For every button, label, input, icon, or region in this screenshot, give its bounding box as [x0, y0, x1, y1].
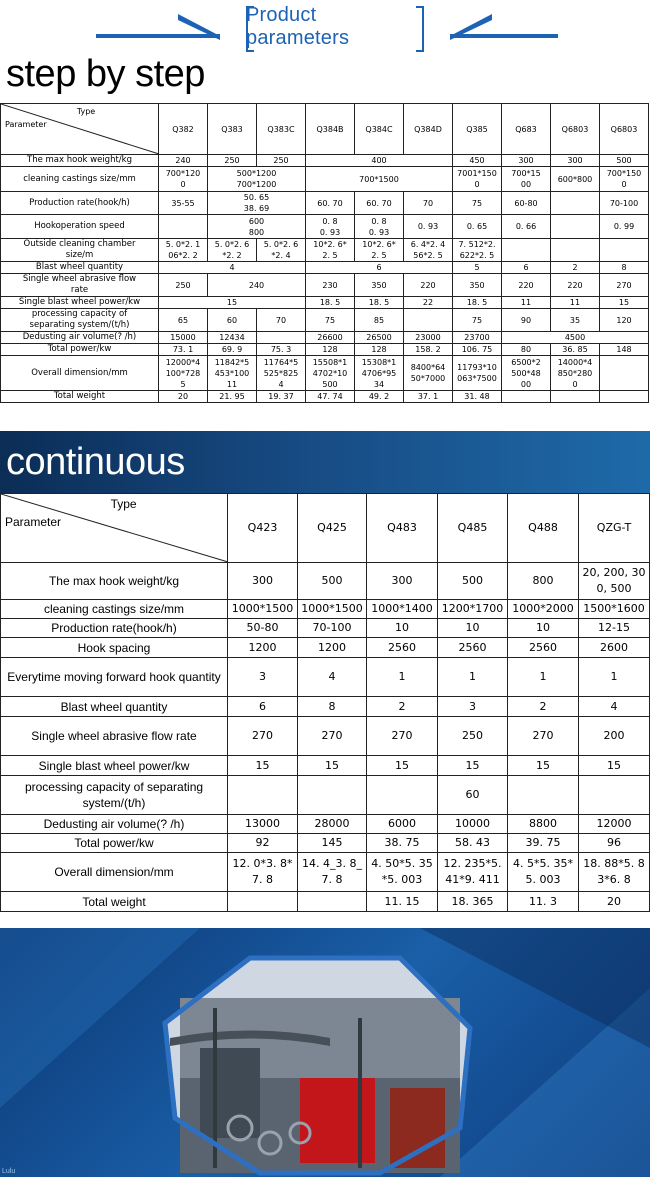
value-cell: 15 — [298, 756, 367, 776]
value-cell: 220 — [404, 274, 453, 297]
value-cell: 4 — [159, 262, 306, 274]
value-cell: 10*2. 6* 2. 5 — [355, 239, 404, 262]
header-type-label: Type — [76, 107, 96, 116]
value-cell: 6 — [502, 262, 551, 274]
value-cell: 2 — [508, 697, 579, 717]
value-cell: 230 — [306, 274, 355, 297]
model-header-0: Q423 — [228, 494, 298, 563]
value-cell: 69. 9 — [208, 344, 257, 356]
parameter-label: cleaning castings size/mm — [1, 600, 228, 619]
value-cell: 1 — [508, 658, 579, 697]
value-cell: 2560 — [508, 638, 579, 658]
value-cell: 70-100 — [298, 619, 367, 638]
parameter-label: The max hook weight/kg — [1, 155, 159, 167]
table-row — [1, 658, 650, 697]
table-row — [1, 274, 649, 297]
value-cell: 10 — [367, 619, 438, 638]
value-cell — [600, 356, 649, 391]
value-cell: 15 — [600, 297, 649, 309]
value-cell — [257, 332, 306, 344]
model-header-4: Q488 — [508, 494, 579, 563]
value-cell: 700*1500 — [306, 167, 453, 192]
value-cell: 10*2. 6* 2. 5 — [306, 239, 355, 262]
table-row — [1, 776, 650, 815]
parameter-label: Single wheel abrasive flow rate — [1, 717, 228, 756]
value-cell — [298, 892, 367, 912]
value-cell: 1000*1400 — [367, 600, 438, 619]
section-heading-continuous: continuous — [6, 441, 185, 483]
value-cell — [600, 391, 649, 403]
value-cell: 35 — [551, 309, 600, 332]
value-cell: 7. 512*2. 622*2. 5 — [453, 239, 502, 262]
value-cell: 23000 — [404, 332, 453, 344]
parameter-label: Hookoperation speed — [1, 215, 159, 239]
table-row — [1, 215, 649, 239]
table-row — [1, 619, 650, 638]
photo-footer-text: Lulu — [2, 1168, 16, 1175]
value-cell: 600 800 — [208, 215, 306, 239]
value-cell: 0. 93 — [404, 215, 453, 239]
value-cell: 4. 50*5. 35 *5. 003 — [367, 853, 438, 892]
value-cell: 15000 — [159, 332, 208, 344]
value-cell: 18. 5 — [306, 297, 355, 309]
table-row — [1, 756, 650, 776]
table-row — [1, 717, 650, 756]
header-parameter-label: Parameter — [5, 515, 62, 530]
value-cell: 220 — [502, 274, 551, 297]
value-cell: 2 — [367, 697, 438, 717]
value-cell: 11793*10 063*7500 — [453, 356, 502, 391]
value-cell: 73. 1 — [159, 344, 208, 356]
table-row — [1, 600, 650, 619]
value-cell: 1500*1600 — [579, 600, 650, 619]
value-cell: 23700 — [453, 332, 502, 344]
model-header-9: Q6803 — [600, 104, 649, 155]
value-cell: 50. 65 38. 69 — [208, 192, 306, 215]
value-cell: 0. 65 — [453, 215, 502, 239]
value-cell: 240 — [159, 155, 208, 167]
table-row — [1, 332, 649, 344]
table-row — [1, 815, 650, 834]
model-header-6: Q385 — [453, 104, 502, 155]
table-row — [1, 356, 649, 391]
value-cell: 350 — [453, 274, 502, 297]
value-cell — [551, 391, 600, 403]
value-cell: 36. 85 — [551, 344, 600, 356]
value-cell: 12. 0*3. 8* 7. 8 — [228, 853, 298, 892]
value-cell — [298, 776, 367, 815]
table-row — [1, 192, 649, 215]
model-header-2: Q383C — [257, 104, 306, 155]
parameter-label: processing capacity of separating system/(t/h) — [1, 309, 159, 332]
value-cell: 47. 74 — [306, 391, 355, 403]
value-cell: 200 — [579, 717, 650, 756]
value-cell: 6000 — [367, 815, 438, 834]
type-parameter-header — [1, 494, 228, 563]
value-cell: 15 — [438, 756, 508, 776]
value-cell: 5. 0*2. 1 06*2. 2 — [159, 239, 208, 262]
value-cell: 49. 2 — [355, 391, 404, 403]
product-photo-panel — [0, 928, 650, 1177]
value-cell: 60 — [208, 309, 257, 332]
value-cell: 22 — [404, 297, 453, 309]
parameter-label: processing capacity of separating system/(t/h) — [1, 776, 228, 815]
value-cell: 8 — [298, 697, 367, 717]
value-cell — [502, 391, 551, 403]
value-cell: 38. 75 — [367, 834, 438, 853]
parameter-label: Dedusting air volume(? /h) — [1, 332, 159, 344]
header-row — [1, 104, 649, 155]
value-cell — [367, 776, 438, 815]
table-row — [1, 309, 649, 332]
value-cell: 1200 — [298, 638, 367, 658]
type-parameter-header — [1, 104, 159, 155]
model-header-3: Q384B — [306, 104, 355, 155]
value-cell: 700*15 00 — [502, 167, 551, 192]
value-cell: 96 — [579, 834, 650, 853]
value-cell: 240 — [208, 274, 306, 297]
model-header-3: Q485 — [438, 494, 508, 563]
value-cell: 4 — [298, 658, 367, 697]
value-cell: 0. 99 — [600, 215, 649, 239]
value-cell — [159, 215, 208, 239]
model-header-7: Q683 — [502, 104, 551, 155]
value-cell: 500 — [438, 563, 508, 600]
value-cell: 11842*5 453*100 11 — [208, 356, 257, 391]
table-row — [1, 638, 650, 658]
value-cell: 75 — [453, 192, 502, 215]
table-row — [1, 834, 650, 853]
value-cell: 26500 — [355, 332, 404, 344]
value-cell: 1000*2000 — [508, 600, 579, 619]
value-cell: 600*800 — [551, 167, 600, 192]
value-cell: 120 — [600, 309, 649, 332]
value-cell: 220 — [551, 274, 600, 297]
value-cell: 0. 8 0. 93 — [355, 215, 404, 239]
parameter-label: cleaning castings size/mm — [1, 167, 159, 192]
model-header-1: Q425 — [298, 494, 367, 563]
value-cell — [600, 239, 649, 262]
table-row — [1, 853, 650, 892]
value-cell: 15 — [159, 297, 306, 309]
value-cell: 15 — [579, 756, 650, 776]
value-cell: 11. 3 — [508, 892, 579, 912]
value-cell: 145 — [298, 834, 367, 853]
value-cell: 350 — [355, 274, 404, 297]
table-row — [1, 892, 650, 912]
red-blast-chamber — [300, 1078, 375, 1163]
value-cell: 20 — [159, 391, 208, 403]
parameter-label: Production rate(hook/h) — [1, 192, 159, 215]
value-cell: 50-80 — [228, 619, 298, 638]
value-cell: 70-100 — [600, 192, 649, 215]
value-cell: 5 — [453, 262, 502, 274]
parameter-label: Single wheel abrasive flow rate — [1, 274, 159, 297]
value-cell: 35-55 — [159, 192, 208, 215]
continuous-heading-bar — [0, 431, 650, 493]
value-cell: 1 — [367, 658, 438, 697]
section-heading-step-by-step: step by step — [6, 53, 205, 95]
parameter-label: Single blast wheel power/kw — [1, 756, 228, 776]
value-cell: 15308*1 4706*95 34 — [355, 356, 404, 391]
value-cell: 12-15 — [579, 619, 650, 638]
value-cell: 500 — [298, 563, 367, 600]
value-cell: 26600 — [306, 332, 355, 344]
value-cell: 58. 43 — [438, 834, 508, 853]
value-cell: 128 — [355, 344, 404, 356]
value-cell: 1000*1500 — [228, 600, 298, 619]
value-cell: 2600 — [579, 638, 650, 658]
value-cell: 31. 48 — [453, 391, 502, 403]
table-row — [1, 344, 649, 356]
parameter-label: Overall dimension/mm — [1, 356, 159, 391]
value-cell: 2560 — [367, 638, 438, 658]
value-cell: 85 — [355, 309, 404, 332]
value-cell: 250 — [208, 155, 257, 167]
value-cell: 12000*4 100*728 5 — [159, 356, 208, 391]
value-cell: 18. 365 — [438, 892, 508, 912]
value-cell: 250 — [438, 717, 508, 756]
value-cell: 450 — [453, 155, 502, 167]
value-cell: 250 — [257, 155, 306, 167]
table-row — [1, 697, 650, 717]
value-cell: 28000 — [298, 815, 367, 834]
continuous-table — [0, 493, 650, 912]
value-cell: 270 — [508, 717, 579, 756]
value-cell: 65 — [159, 309, 208, 332]
value-cell: 60. 70 — [306, 192, 355, 215]
value-cell: 500 — [600, 155, 649, 167]
value-cell: 6500*2 500*48 00 — [502, 356, 551, 391]
banner-title: Product parameters — [246, 4, 350, 49]
table-row — [1, 297, 649, 309]
parameter-label: Total weight — [1, 391, 159, 403]
step-by-step-table — [0, 103, 649, 403]
model-header-0: Q382 — [159, 104, 208, 155]
value-cell — [551, 192, 600, 215]
value-cell: 300 — [228, 563, 298, 600]
value-cell: 270 — [600, 274, 649, 297]
product-parameters-banner — [0, 0, 650, 56]
value-cell: 15508*1 4702*10 500 — [306, 356, 355, 391]
parameter-label: Total power/kw — [1, 344, 159, 356]
value-cell — [228, 892, 298, 912]
value-cell: 4500 — [502, 332, 649, 344]
decorative-background — [0, 928, 650, 1177]
value-cell: 60-80 — [502, 192, 551, 215]
table-row — [1, 155, 649, 167]
value-cell: 8800 — [508, 815, 579, 834]
value-cell: 800 — [508, 563, 579, 600]
parameter-label: Production rate(hook/h) — [1, 619, 228, 638]
header-parameter-label: Parameter — [5, 120, 47, 129]
value-cell: 1000*1500 — [298, 600, 367, 619]
parameter-label: Everytime moving forward hook quantity — [1, 658, 228, 697]
value-cell: 128 — [306, 344, 355, 356]
value-cell: 6 — [306, 262, 453, 274]
value-cell: 21. 95 — [208, 391, 257, 403]
table-row — [1, 262, 649, 274]
table-row — [1, 167, 649, 192]
value-cell: 18. 88*5. 8 3*6. 8 — [579, 853, 650, 892]
value-cell: 270 — [228, 717, 298, 756]
value-cell: 148 — [600, 344, 649, 356]
value-cell: 10 — [508, 619, 579, 638]
parameter-label: Single blast wheel power/kw — [1, 297, 159, 309]
value-cell — [508, 776, 579, 815]
value-cell — [404, 309, 453, 332]
value-cell: 11764*5 525*825 4 — [257, 356, 306, 391]
value-cell — [579, 776, 650, 815]
value-cell: 2 — [551, 262, 600, 274]
value-cell: 19. 37 — [257, 391, 306, 403]
value-cell: 158. 2 — [404, 344, 453, 356]
value-cell: 15 — [367, 756, 438, 776]
value-cell: 4 — [579, 697, 650, 717]
value-cell: 12434 — [208, 332, 257, 344]
value-cell: 270 — [367, 717, 438, 756]
value-cell: 6. 4*2. 4 56*2. 5 — [404, 239, 453, 262]
value-cell: 90 — [502, 309, 551, 332]
value-cell: 20, 200, 30 0, 500 — [579, 563, 650, 600]
value-cell: 80 — [502, 344, 551, 356]
value-cell — [502, 239, 551, 262]
parameter-label: Blast wheel quantity — [1, 697, 228, 717]
value-cell: 8400*64 50*7000 — [404, 356, 453, 391]
value-cell: 270 — [298, 717, 367, 756]
model-header-2: Q483 — [367, 494, 438, 563]
value-cell — [551, 215, 600, 239]
table-row — [1, 391, 649, 403]
value-cell: 20 — [579, 892, 650, 912]
value-cell: 106. 75 — [453, 344, 502, 356]
table-row — [1, 239, 649, 262]
value-cell: 6 — [228, 697, 298, 717]
value-cell: 75 — [306, 309, 355, 332]
parameter-label: Hook spacing — [1, 638, 228, 658]
value-cell: 13000 — [228, 815, 298, 834]
value-cell: 60. 70 — [355, 192, 404, 215]
parameter-label: Outside cleaning chamber size/m — [1, 239, 159, 262]
left-line-decoration — [96, 34, 220, 40]
parameter-label: Dedusting air volume(? /h) — [1, 815, 228, 834]
model-header-8: Q6803 — [551, 104, 600, 155]
value-cell: 1 — [438, 658, 508, 697]
value-cell: 60 — [438, 776, 508, 815]
value-cell: 7001*150 0 — [453, 167, 502, 192]
value-cell: 400 — [306, 155, 453, 167]
header-type-label: Type — [110, 497, 137, 511]
model-header-5: QZG-T — [579, 494, 650, 563]
value-cell: 8 — [600, 262, 649, 274]
header-row — [1, 494, 650, 563]
value-cell: 1200*1700 — [438, 600, 508, 619]
value-cell: 14000*4 850*280 0 — [551, 356, 600, 391]
value-cell: 2560 — [438, 638, 508, 658]
value-cell: 10 — [438, 619, 508, 638]
value-cell: 300 — [551, 155, 600, 167]
value-cell: 1 — [579, 658, 650, 697]
value-cell: 11 — [502, 297, 551, 309]
value-cell: 15 — [508, 756, 579, 776]
value-cell: 300 — [502, 155, 551, 167]
value-cell: 14. 4_3. 8_ 7. 8 — [298, 853, 367, 892]
value-cell: 250 — [159, 274, 208, 297]
value-cell: 70 — [257, 309, 306, 332]
value-cell: 39. 75 — [508, 834, 579, 853]
machine-photo — [170, 998, 460, 1173]
value-cell: 70 — [404, 192, 453, 215]
value-cell: 18. 5 — [453, 297, 502, 309]
model-header-5: Q384D — [404, 104, 453, 155]
parameter-label: Total power/kw — [1, 834, 228, 853]
value-cell: 700*120 0 — [159, 167, 208, 192]
parameter-label: The max hook weight/kg — [1, 563, 228, 600]
value-cell: 12. 235*5. 41*9. 411 — [438, 853, 508, 892]
value-cell: 11 — [551, 297, 600, 309]
value-cell: 5. 0*2. 6 *2. 4 — [257, 239, 306, 262]
value-cell: 5. 0*2. 6 *2. 2 — [208, 239, 257, 262]
value-cell: 4. 5*5. 35* 5. 003 — [508, 853, 579, 892]
value-cell: 3 — [438, 697, 508, 717]
value-cell: 3 — [228, 658, 298, 697]
value-cell: 300 — [367, 563, 438, 600]
value-cell: 500*1200 700*1200 — [208, 167, 306, 192]
value-cell: 75 — [453, 309, 502, 332]
value-cell: 0. 66 — [502, 215, 551, 239]
value-cell: 92 — [228, 834, 298, 853]
model-header-4: Q384C — [355, 104, 404, 155]
parameter-label: Overall dimension/mm — [1, 853, 228, 892]
right-line-decoration — [450, 34, 558, 40]
value-cell — [228, 776, 298, 815]
value-cell: 11. 15 — [367, 892, 438, 912]
value-cell: 10000 — [438, 815, 508, 834]
value-cell: 18. 5 — [355, 297, 404, 309]
value-cell: 700*150 0 — [600, 167, 649, 192]
table-row — [1, 563, 650, 600]
value-cell: 15 — [228, 756, 298, 776]
value-cell: 12000 — [579, 815, 650, 834]
value-cell: 0. 8 0. 93 — [306, 215, 355, 239]
parameter-label: Blast wheel quantity — [1, 262, 159, 274]
parameter-label: Total weight — [1, 892, 228, 912]
value-cell — [551, 239, 600, 262]
value-cell: 37. 1 — [404, 391, 453, 403]
value-cell: 75. 3 — [257, 344, 306, 356]
model-header-1: Q383 — [208, 104, 257, 155]
value-cell: 1200 — [228, 638, 298, 658]
